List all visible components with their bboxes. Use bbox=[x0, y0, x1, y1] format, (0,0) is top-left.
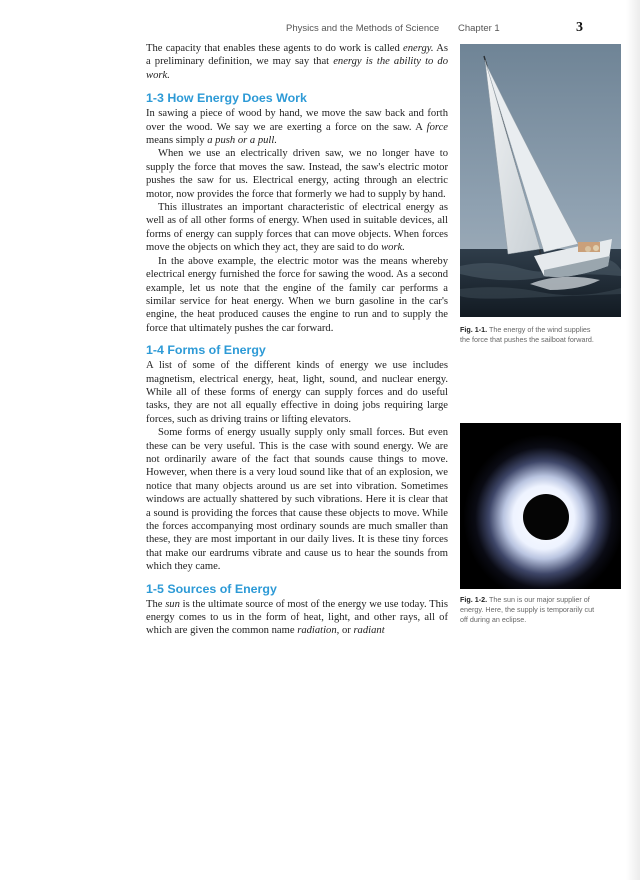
section-heading-1-4: 1-4 Forms of Energy bbox=[146, 343, 266, 358]
figure-1-1-caption: Fig. 1-1. The energy of the wind supplies the force that pushes the sailboat forward. bbox=[460, 325, 594, 344]
paragraph: Some forms of energy usually supply only small forces. But even these can be very useful. This is the case with sound energy. We are not ordinarily aware of the fact that sounds cause things to move. However, when there is a very loud sound like that of an explosion, we notice that many objects around us are set into vibration. Sometimes windows are actually shattered by such vibrations. Here it is clear that a sound is providing the forces that cause these objects to move. While the forces accompanying most ordinary sounds are much smaller than these, they are most important in our daily lives. It is these tiny forces that make our eardrums vibrate and cause us to hear the sounds from which they came. bbox=[146, 427, 448, 573]
sailboat-photo bbox=[460, 44, 621, 317]
eclipse-image bbox=[460, 423, 621, 589]
paragraph: When we use an electrically driven saw, we no longer have to supply the force that moves the saw. Instead, the saw's electric motor pushes the saw for us. Electrical energy, acting through an electric motor, now provides the force that formerly we had to supply by hand. bbox=[146, 148, 448, 200]
chapter-label: Chapter 1 bbox=[458, 23, 500, 34]
figure-1-2-caption: Fig. 1-2. The sun is our major supplier of energy. Here, the supply is temporarily cut off during an eclipse. bbox=[460, 595, 595, 624]
section-heading-1-5: 1-5 Sources of Energy bbox=[146, 581, 277, 596]
paragraph: In sawing a piece of wood by hand, we move the saw back and forth over the wood. We say we are exerting a force on the saw. A force means simply a push or a pull. bbox=[146, 108, 448, 147]
book-title: Physics and the Methods of Science bbox=[286, 23, 440, 34]
main-text-column bbox=[146, 42, 448, 638]
page-edge bbox=[626, 0, 640, 880]
intro-paragraph: The capacity that enables these agents to do work is called energy. As a preliminary definition, we may say that energy is the ability to do work. bbox=[146, 43, 448, 81]
paragraph: A list of some of the different kinds of energy we use includes magnetism, electrical energy, heat, light, sound, and nuclear energy. While all of these forms of energy can supply forces and do useful tasks, they are not all equally effective in doing jobs requiring large forces, such as driving trains or lifting elevators. bbox=[146, 360, 448, 425]
paragraph: The sun is the ultimate source of most of the energy we use today. This energy comes to us in the form of heat, light, and other rays, all of which are given the common name radiation, or radiant bbox=[146, 598, 448, 637]
paragraph: In the above example, the electric motor was the means whereby electrical energy furnished the force for sawing the wood. As a second example, let us note that the engine of the family car performs a similar service for heat energy. When we burn gasoline in the car's engine, the heat produced causes the engine to run and to supply the force that ultimately pushes the car forward. bbox=[146, 255, 448, 334]
sailboat-image bbox=[460, 44, 621, 317]
eclipse-photo bbox=[460, 423, 621, 589]
running-head bbox=[286, 20, 586, 38]
section-heading-1-3: 1-3 How Energy Does Work bbox=[146, 91, 307, 106]
paragraph: This illustrates an important characteristic of electrical energy as well as of all other forms of energy. When used in suitable devices, all forms of energy can supply forces that can move objects. When forces move the objects on which they act, they are said to do work. bbox=[146, 202, 448, 254]
page-number: 3 bbox=[576, 20, 583, 35]
